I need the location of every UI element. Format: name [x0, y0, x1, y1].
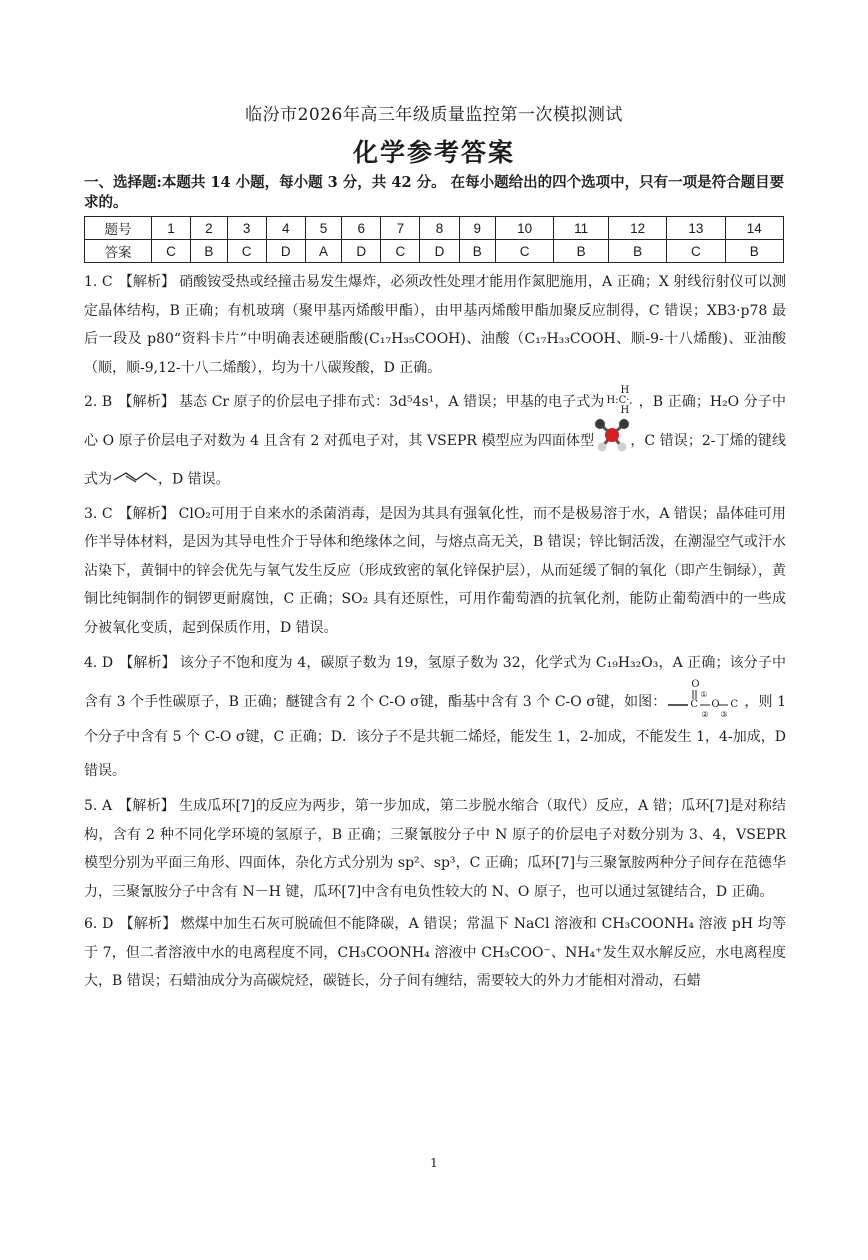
- question-number: 6: [342, 217, 381, 240]
- item-number: 2. B: [84, 394, 113, 410]
- answer-cell: D: [342, 240, 381, 263]
- item-number: 6. D: [84, 916, 114, 932]
- explanation-text: 硝酸铵受热或经撞击易发生爆炸，必须改性处理才能用作氮肥施用，A 正确；X 射线衍射仪可以测定晶体结构，B 正确；有机玻璃（聚甲基丙烯酸甲酯），由甲基丙烯酸甲酯加聚反应制得，C 错误；XB3·p78 最后一段及 p80“资料卡片”中明确表述硬脂酸(C₁₇H₃₅COOH)、油酸（C₁₇H₃₃COOH、顺-9-十八烯酸)、亚油酸（顺，顺-9,12-十八二烯酸），均为十八碳羧酸，D 正确。: [84, 274, 786, 376]
- answer-cell: B: [191, 240, 227, 263]
- page-number: 1: [430, 1156, 438, 1170]
- ester-carbonyl-oxygen: O: [691, 679, 700, 690]
- table-row-label: 答案: [85, 240, 152, 263]
- question-number: 2: [191, 217, 227, 240]
- question-number: 11: [554, 217, 609, 240]
- ester-bond-mark-2: ②: [701, 710, 709, 719]
- explanations: [84, 268, 786, 1000]
- butene-skeletal-formula: [112, 464, 158, 495]
- answer-table-answer-row: [85, 240, 784, 263]
- exam-title: 临汾市2026年高三年级质量监控第一次模拟测试: [245, 105, 623, 125]
- answer-cell: C: [152, 240, 191, 263]
- analysis-tag: 【解析】: [119, 655, 176, 671]
- analysis-tag: 【解析】: [119, 916, 177, 932]
- answer-cell: B: [725, 240, 783, 263]
- methyl-electron-formula: [604, 386, 638, 416]
- explanation-item-6: [84, 910, 786, 996]
- explanation-text: 该分子不饱和度为 4，碳原子数为 19，氢原子数为 32，化学式为 C₁₉H₃₂O₃，A 正确；该分子中含有 3 个手性碳原子，B 正确；醚键含有 2 个 C-O σ键，酯基中含有 3 个 C-O σ键，如图：: [84, 655, 787, 710]
- ester-alkyl-carbon: C: [730, 699, 738, 710]
- explanation-item-1: [84, 268, 786, 382]
- analysis-tag: 【解析】: [118, 274, 176, 290]
- answer-cell: C: [381, 240, 420, 263]
- methyl-h-top: H: [620, 385, 630, 396]
- analysis-tag: 【解析】: [118, 798, 175, 814]
- explanation-text: ，则 1 个分子中含有 5 个 C-O σ键，C 正确；D．该分子不是共轭二烯烃，能发生 1，2-加成，不能发生 1，4-加成，D 错误。: [84, 694, 787, 779]
- section-heading: 一、选择题:本题共 14 小题，每小题 3 分，共 42 分。 在每小题给出的四个选项中，只有一项是符合题目要求的。: [84, 174, 785, 211]
- header: [0, 100, 868, 169]
- answer-cell: A: [305, 240, 341, 263]
- answer-cell: B: [459, 240, 495, 263]
- ester-ether-oxygen: O: [711, 699, 720, 710]
- question-number: 8: [420, 217, 459, 240]
- analysis-tag: 【解析】: [118, 394, 175, 410]
- zigzag-bond-line-icon: [112, 469, 158, 483]
- methyl-h-bottom: H: [620, 405, 630, 416]
- analysis-tag: 【解析】: [118, 505, 175, 522]
- explanation-item-4: [84, 646, 786, 788]
- explanation-text: ClO₂可用于自来水的杀菌消毒，是因为其具有强氧化性，而不是极易溶于水，A 错误；晶体硅可用作半导体材料，是因为其导电性介于导体和绝缘体之间，与熔点高无关，B 错误；锌比铜活泼，在潮湿空气或汗水沾染下，黄铜中的锌会优先与氧气发生反应（形成致密的氧化锌保护层），从而延缓了铜的氧化（即产生铜绿），黄铜比纯铜制作的铜锣更耐腐蚀，C 正确；SO₂ 具有还原性，可用作葡萄酒的抗氧化剂，能防止葡萄酒中的一些成分被氧化变质，起到保质作用，D 错误。: [84, 505, 787, 636]
- answer-cell: B: [554, 240, 609, 263]
- answer-cell: B: [608, 240, 666, 263]
- ester-bond-mark-3: ③: [720, 710, 728, 719]
- table-row-label: 题号: [85, 217, 152, 240]
- answer-cell: C: [495, 240, 553, 263]
- question-number: 3: [227, 217, 266, 240]
- question-number: 10: [495, 217, 553, 240]
- answer-cell: C: [227, 240, 266, 263]
- document-title: 化学参考答案: [352, 138, 515, 167]
- question-number: 7: [381, 217, 420, 240]
- answer-cell: D: [420, 240, 459, 263]
- question-number: 4: [266, 217, 305, 240]
- question-number: 14: [725, 217, 783, 240]
- explanation-text: 燃煤中加生石灰可脱硫但不能降碳，A 错误；常温下 NaCl 溶液和 CH₃COONH₄ 溶液 pH 均等于 7，但二者溶液中水的电离程度不同，CH₃COONH₄ 溶液中 CH₃COO⁻、NH₄⁺发生双水解反应，水电离程度大，B 错误；石蜡油成分为高碳烷烃，碳链长，分子间有缠结，需要较大的外力才能相对滑动，石蜡: [84, 916, 786, 989]
- ester-bond-mark-1: ①: [700, 690, 708, 699]
- tetrahedral-model-icon: [594, 418, 630, 452]
- explanation-item-2: [84, 386, 786, 496]
- explanation-text: ，D 错误。: [158, 471, 230, 488]
- methyl-formula-text: H:C·,: [606, 395, 633, 406]
- ester-bond-diagram: [666, 680, 744, 720]
- item-number: 1. C: [84, 274, 113, 290]
- item-number: 5. A: [84, 798, 113, 814]
- water-vsepr-model-image: [594, 418, 630, 464]
- question-number: 5: [305, 217, 341, 240]
- explanation-text: 基态 Cr 原子的价层电子排布式：3d⁵4s¹，A 错误；甲基的电子式为: [178, 394, 605, 410]
- question-number: 9: [459, 217, 495, 240]
- answer-cell: C: [667, 240, 725, 263]
- answer-table-number-row: [85, 217, 784, 240]
- item-number: 4. D: [84, 655, 114, 671]
- question-number: 1: [152, 217, 191, 240]
- explanation-text: ，C 错误；2-丁烯的键线式为: [84, 433, 786, 488]
- ester-carbon: C: [690, 699, 698, 710]
- question-number: 12: [608, 217, 666, 240]
- explanation-item-3: [84, 500, 786, 643]
- answer-cell: D: [266, 240, 305, 263]
- item-number: 3. C: [84, 505, 113, 522]
- question-number: 13: [667, 217, 725, 240]
- explanation-text: ，B 正确；H₂O 分子中心 O 原子价层电子对数为 4 且含有 2 对孤电子对，其 VSEPR 模型应为四面体型: [84, 394, 786, 449]
- answer-table: [84, 216, 784, 263]
- explanation-text: 生成瓜环[7]的反应为两步，第一步加成，第二步脱水缩合（取代）反应，A 错；瓜环[7]是对称结构，含有 2 种不同化学环境的氢原子，B 正确；三聚氰胺分子中 N 原子的价层电子对数分别为 3、4，VSEPR 模型分别为平面三角形、四面体，杂化方式分别为 sp²、sp³，C 正确；瓜环[7]与三聚氰胺两种分子间存在范德华力，三聚氰胺分子中含有 N－H 键，瓜环[7]中含有电负性较大的 N、O 原子，也可以通过氢键结合，D 正确。: [84, 798, 787, 900]
- explanation-item-5: [84, 792, 786, 906]
